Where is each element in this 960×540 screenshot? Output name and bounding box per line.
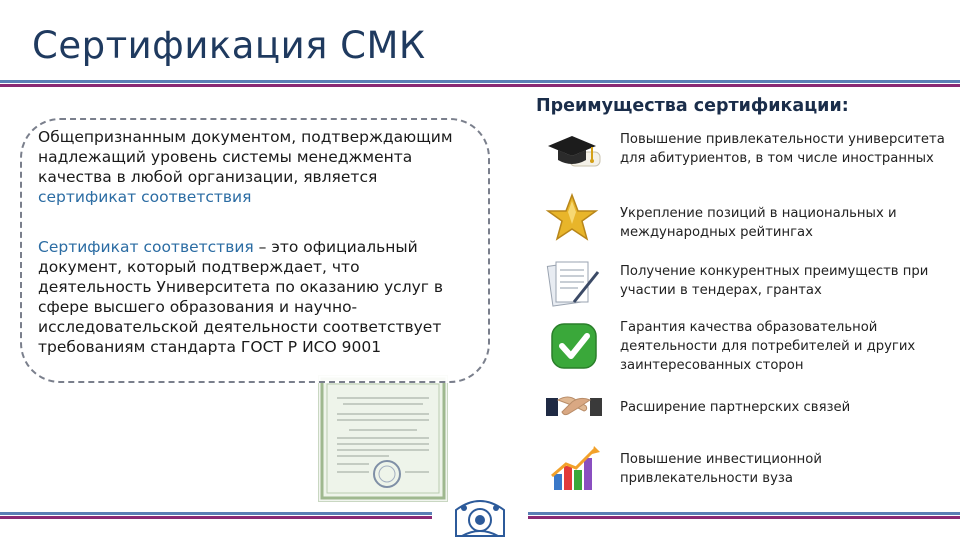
page-title: Сертификация СМК (32, 24, 426, 67)
handshake-icon (544, 384, 604, 434)
definition-paragraph-2: Сертификат соответствия – это официальный документ, который подтверждает, что деятельность Университета по оказанию услуг в сфере высшего образования и научно-исследовательской деятельности соответствует требованиям стандарта ГОСТ Р ИСО 9001 (38, 238, 443, 356)
definition-paragraph-1: Общепризнанным документом, подтверждающим надлежащий уровень системы менеджмента качества в любой организации, является сертификат соответствия (38, 128, 453, 206)
advantage-text-5: Расширение партнерских связей (620, 400, 851, 415)
advantages-heading: Преимущества сертификации: (536, 96, 849, 116)
advantage-text-3: Получение конкурентных преимуществ при участии в тендерах, грантах (620, 264, 929, 298)
university-logo (448, 490, 512, 540)
checkmark-icon (544, 322, 604, 372)
star-icon (544, 193, 604, 243)
title-divider (0, 80, 960, 90)
graduation-cap-icon (544, 128, 604, 178)
footer-divider-right (528, 512, 960, 522)
advantage-text-6: Повышение инвестиционной привлекательности вуза (620, 452, 822, 486)
advantage-text-1: Повышение привлекательности университета для абитуриентов, в том числе иностранных (620, 132, 945, 166)
growth-chart-icon (544, 444, 604, 494)
certificate-image (318, 375, 448, 502)
advantage-text-4: Гарантия качества образовательной деятельности для потребителей и других заинтересованных сторон (620, 320, 916, 373)
footer-divider-left (0, 512, 432, 522)
documents-pen-icon (544, 258, 604, 308)
advantage-text-2: Укрепление позиций в национальных и международных рейтингах (620, 206, 897, 240)
